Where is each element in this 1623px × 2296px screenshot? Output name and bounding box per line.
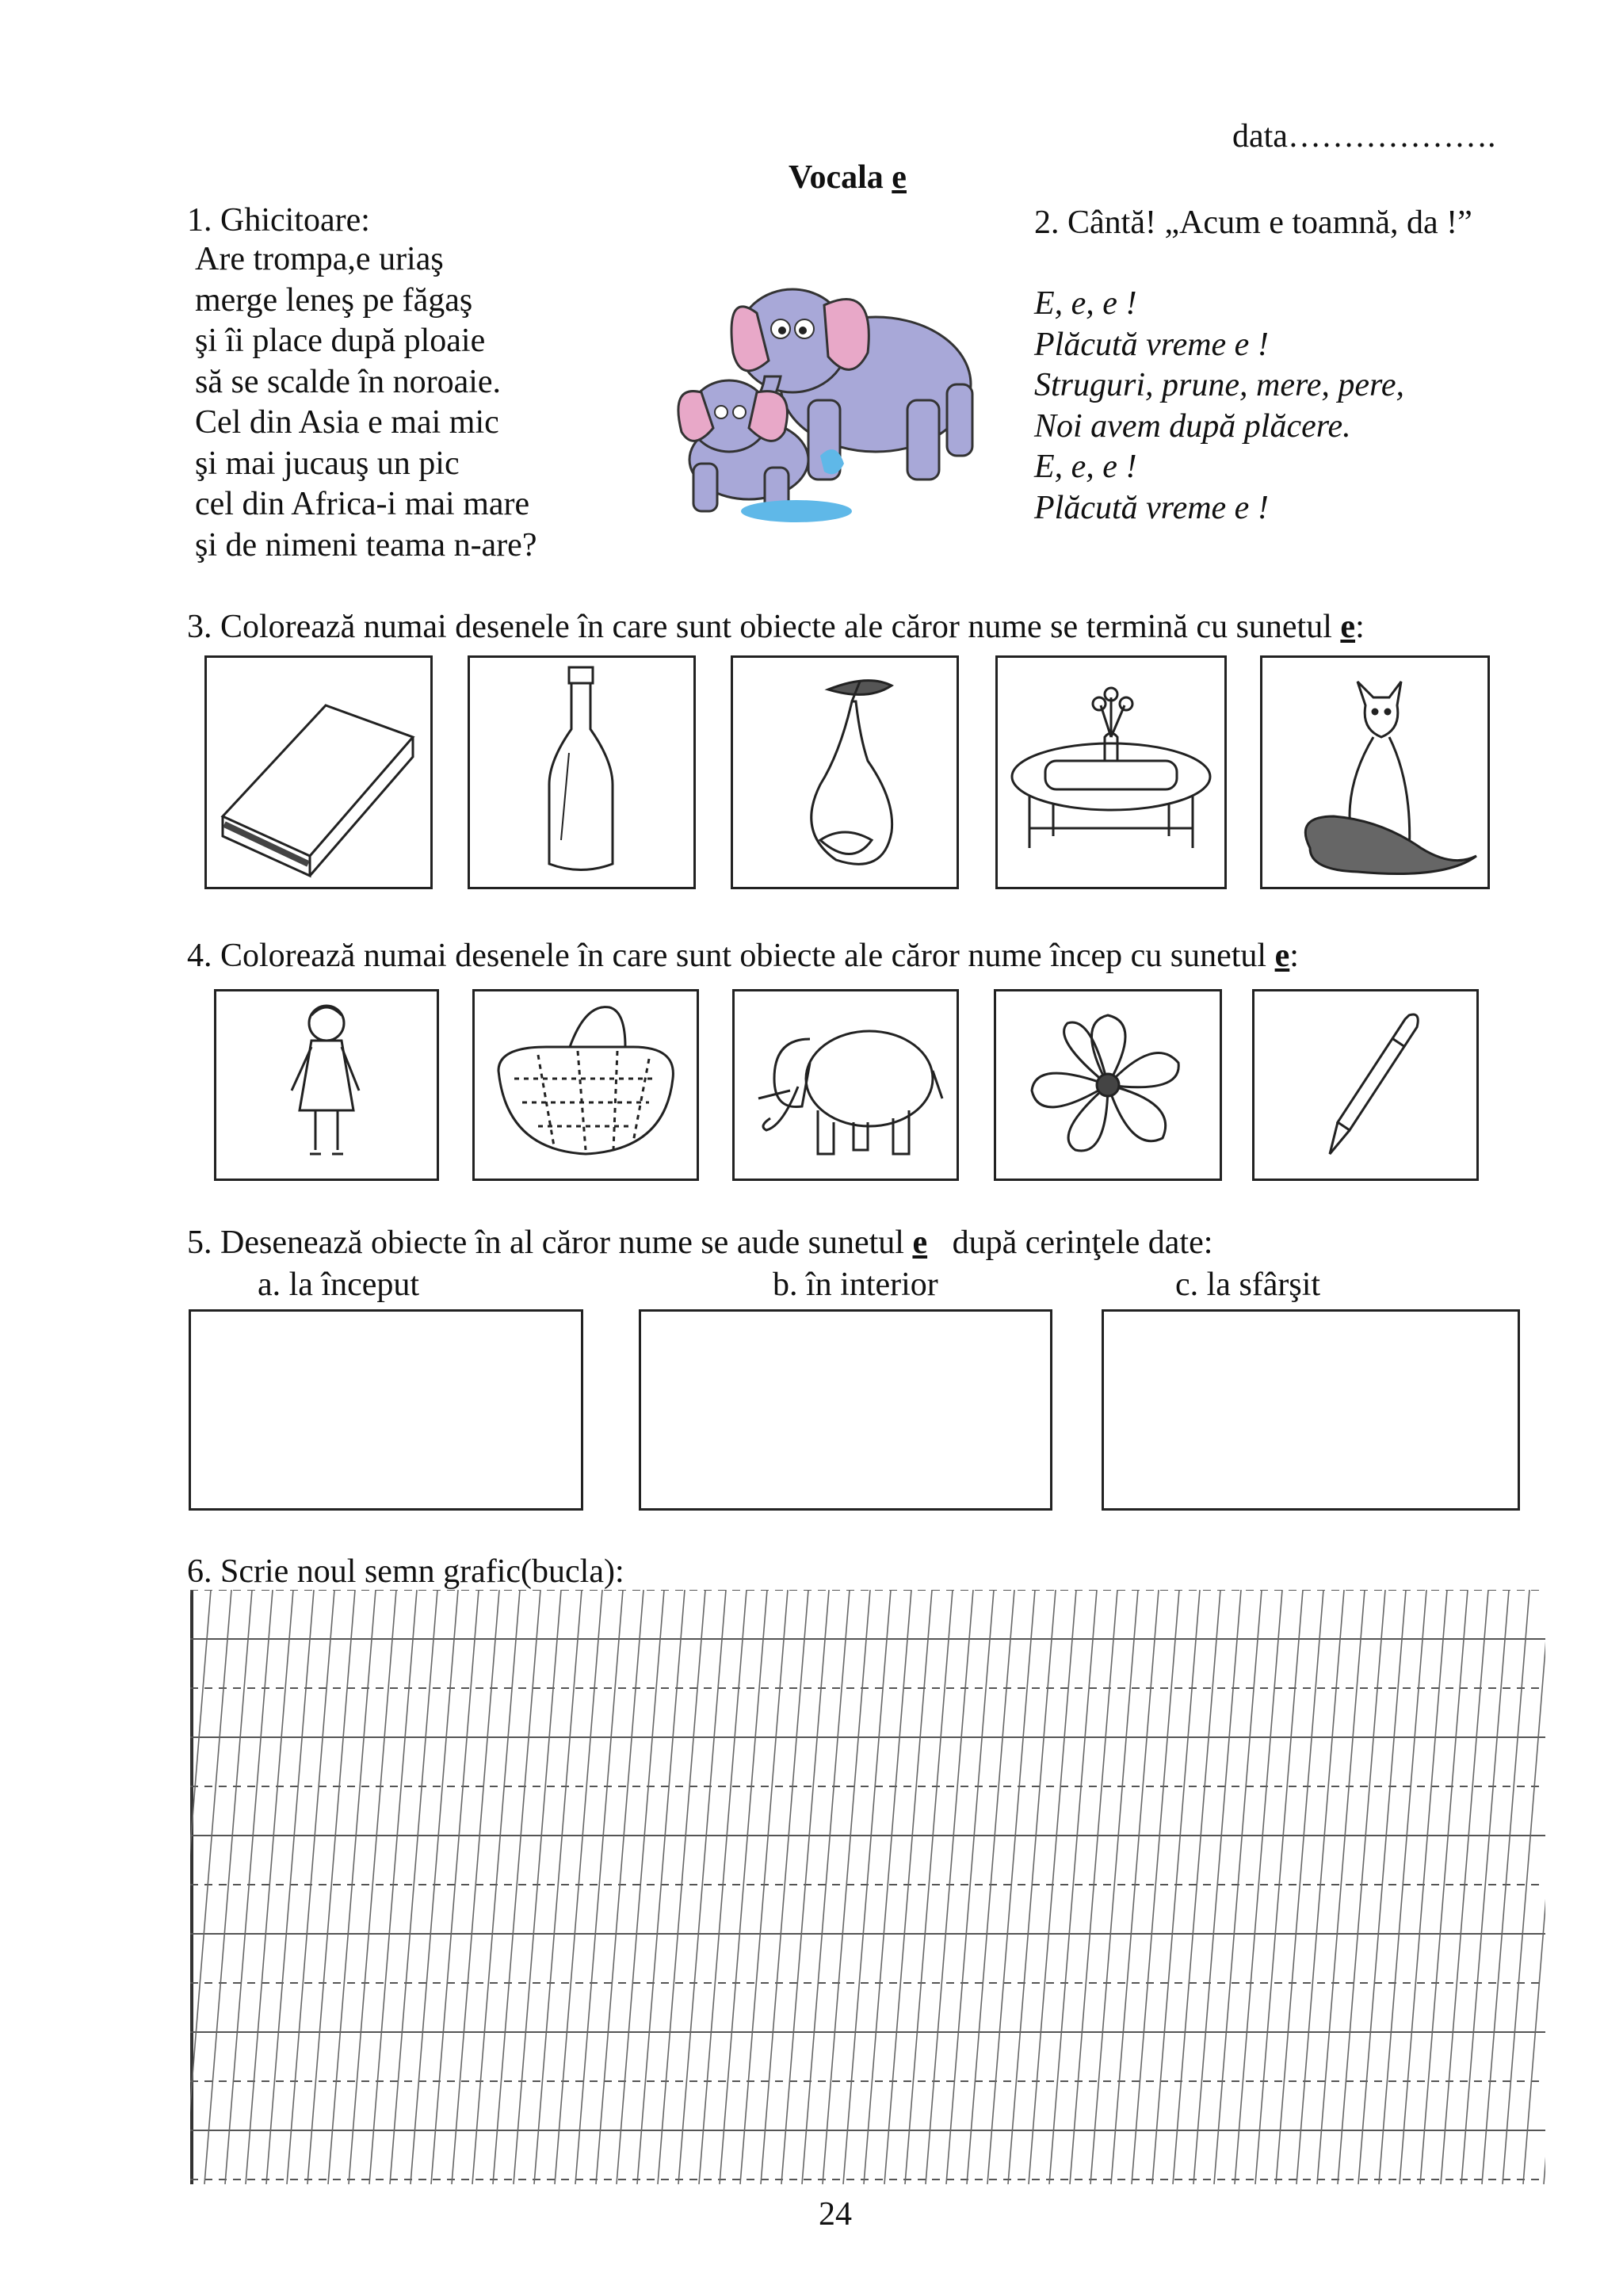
label-beginning: a. la început bbox=[258, 1266, 420, 1303]
ex5-letter: e bbox=[912, 1224, 928, 1261]
riddle-line: Are trompa,e uriaş bbox=[195, 241, 444, 277]
song-line: Noi avem după plăcere. bbox=[1034, 407, 1351, 445]
riddle-line: şi de nimeni teama n-are? bbox=[195, 526, 537, 563]
title-letter: e bbox=[892, 159, 907, 196]
picture-bottle[interactable] bbox=[468, 655, 696, 889]
drawing-box-end[interactable] bbox=[1102, 1309, 1520, 1511]
drawing-box-beginning[interactable] bbox=[189, 1309, 583, 1511]
ex4-letter: e bbox=[1274, 938, 1290, 974]
date-label: data………………. bbox=[1232, 118, 1496, 155]
bottle-icon bbox=[470, 658, 693, 887]
ex5-text-a: 5. Desenează obiecte în al căror nume se aude sunetul bbox=[187, 1224, 913, 1261]
song-lyrics bbox=[1034, 284, 1404, 529]
label-end: c. la sfârşit bbox=[1175, 1266, 1321, 1303]
riddle-line: să se scalde în noroaie. bbox=[195, 363, 502, 400]
book-icon bbox=[207, 658, 430, 887]
handwriting-grid[interactable] bbox=[190, 1590, 1545, 2184]
ex1-heading: 1. Ghicitoare: bbox=[187, 202, 370, 239]
ex6-instruction: 6. Scrie noul semn grafic(bucla): bbox=[187, 1553, 624, 1590]
ex3-end: : bbox=[1355, 609, 1365, 645]
ex4-text: 4. Colorează numai desenele în care sunt obiecte ale căror nume încep cu sunetul bbox=[187, 938, 1275, 974]
pen-icon bbox=[1254, 991, 1476, 1179]
picture-elephant[interactable] bbox=[732, 989, 959, 1181]
elephant-icon bbox=[735, 991, 957, 1179]
drawing-box-interior[interactable] bbox=[639, 1309, 1052, 1511]
riddle-line: cel din Africa-i mai mare bbox=[195, 486, 530, 522]
table-icon bbox=[998, 658, 1224, 887]
riddle-line: şi îi place după ploaie bbox=[195, 323, 486, 359]
riddle-line: şi mai jucauş un pic bbox=[195, 445, 460, 482]
picture-flower[interactable] bbox=[994, 989, 1222, 1181]
riddle-line: Cel din Asia e mai mic bbox=[195, 404, 499, 441]
ex5-text-b: după cerinţele date: bbox=[927, 1224, 1213, 1261]
picture-fox[interactable] bbox=[1260, 655, 1490, 889]
riddle-line: merge leneş pe făgaş bbox=[195, 281, 473, 319]
elephants-illustration bbox=[638, 266, 1010, 527]
ex4-instruction bbox=[187, 935, 1299, 976]
title-prefix: Vocala bbox=[789, 159, 892, 196]
riddle-poem bbox=[195, 239, 537, 566]
picture-girl[interactable] bbox=[214, 989, 439, 1181]
song-line: Plăcută vreme e ! bbox=[1034, 489, 1269, 526]
picture-pen[interactable] bbox=[1252, 989, 1479, 1181]
ex3-text: 3. Colorează numai desenele în care sunt obiecte ale căror nume se termină cu sunetul bbox=[187, 609, 1341, 645]
ex4-end: : bbox=[1289, 938, 1299, 974]
fox-icon bbox=[1262, 658, 1487, 887]
picture-book[interactable] bbox=[204, 655, 433, 889]
song-line: Struguri, prune, mere, pere, bbox=[1034, 367, 1404, 403]
picture-table[interactable] bbox=[995, 655, 1227, 889]
ex2-heading: 2. Cântă! „Acum e toamnă, da !” bbox=[1034, 204, 1472, 241]
ex3-letter: e bbox=[1340, 609, 1356, 645]
label-interior: b. în interior bbox=[773, 1266, 938, 1303]
page-number: 24 bbox=[819, 2196, 852, 2233]
picture-basket[interactable] bbox=[472, 989, 699, 1181]
song-line: Plăcută vreme e ! bbox=[1034, 326, 1269, 363]
ex5-instruction bbox=[187, 1222, 1212, 1263]
ex3-instruction bbox=[187, 606, 1365, 648]
pear-icon bbox=[733, 658, 957, 887]
song-line: E, e, e ! bbox=[1034, 449, 1137, 485]
picture-pear[interactable] bbox=[731, 655, 959, 889]
song-line: E, e, e ! bbox=[1034, 285, 1137, 322]
page-title bbox=[789, 157, 907, 198]
basket-icon bbox=[475, 991, 697, 1179]
flower-icon bbox=[996, 991, 1220, 1179]
girl-icon bbox=[216, 991, 437, 1179]
